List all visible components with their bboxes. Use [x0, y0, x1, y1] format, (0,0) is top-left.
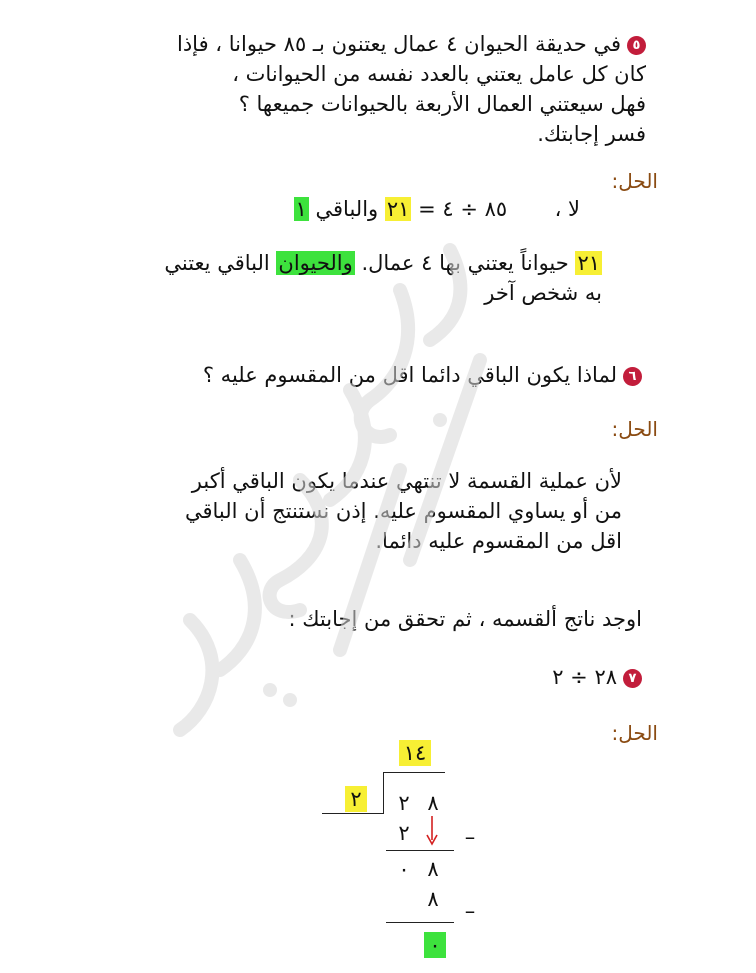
minus-sign-1: – — [464, 825, 476, 849]
explain-number-highlight: ٢١ — [577, 251, 600, 275]
difference-ones: ٨ — [427, 857, 439, 881]
question-5-line-4: فسر إجابتك. — [537, 122, 646, 146]
division-remainder: ٠ — [424, 932, 446, 958]
remainder-highlight: ١ — [295, 197, 307, 221]
answer-6-line-1: لأن عملية القسمة لا تنتهي عندما يكون الباقي أكبر — [191, 469, 622, 493]
question-5-line-1: ٥في حديقة الحيوان ٤ عمال يعتنون بـ ٨٥ حيوانا ، فإذا — [177, 29, 646, 59]
division-bar-side — [383, 772, 384, 814]
instruction: اوجد ناتج ألقسمه ، ثم تحقق من إجابتك : — [288, 607, 642, 631]
subtract-line-2 — [386, 922, 454, 923]
explanation-5-line-2: به شخص آخر — [484, 281, 602, 305]
question-6: ٦لماذا يكون الباقي دائما اقل من المقسوم عليه ؟ — [203, 360, 642, 390]
question-5-line-2: كان كل عامل يعتني بالعدد نفسه من الحيوانات ، — [232, 62, 646, 86]
quotient-highlight: ٢١ — [386, 197, 410, 221]
equation-body: ٨٥ ÷ ٤ = — [418, 197, 508, 221]
division-bar-bottom — [322, 813, 384, 814]
question-7: ٧٢٨ ÷ ٢ — [552, 662, 642, 692]
dividend-ones: ٨ — [427, 791, 439, 815]
solution-label-6: الحل: — [611, 417, 658, 441]
solution-label-5: الحل: — [611, 169, 658, 193]
difference-tens: ٠ — [398, 857, 410, 881]
explanation-5: ٢١ حيواناً يعتني بها ٤ عمال. والحيوان الباقي يعتني — [164, 251, 600, 275]
question-number-badge: ٥ — [627, 36, 646, 55]
answer-6-line-3: اقل من المقسوم عليه دائما. — [375, 529, 622, 553]
subtract-2-digit: ٨ — [427, 887, 439, 911]
remainder-label: والباقي — [315, 197, 379, 221]
dividend-tens: ٢ — [398, 791, 410, 815]
answer-6-line-2: من أو يساوي المقسوم عليه. إذن نستنتج أن الباقي — [184, 499, 622, 523]
explain-word-highlight: والحيوان — [278, 251, 353, 275]
division-bar-top — [383, 772, 445, 773]
division-quotient: ١٤ — [399, 740, 431, 766]
equation-5 — [294, 194, 580, 224]
equation-prefix: لا ، — [554, 197, 580, 221]
division-divisor: ٢ — [345, 786, 367, 812]
question-5-line-3: فهل سيعتني العمال الأربعة بالحيوانات جميعها ؟ — [238, 92, 646, 116]
question-number-badge: ٦ — [623, 367, 642, 386]
bring-down-arrow-icon — [424, 814, 440, 848]
question-5 — [177, 29, 646, 149]
solution-label-7: الحل: — [611, 721, 658, 745]
subtract-line-1 — [386, 850, 454, 851]
minus-sign-2: – — [464, 899, 476, 923]
question-number-badge: ٧ — [623, 669, 642, 688]
subtract-1-digit: ٢ — [398, 821, 410, 845]
